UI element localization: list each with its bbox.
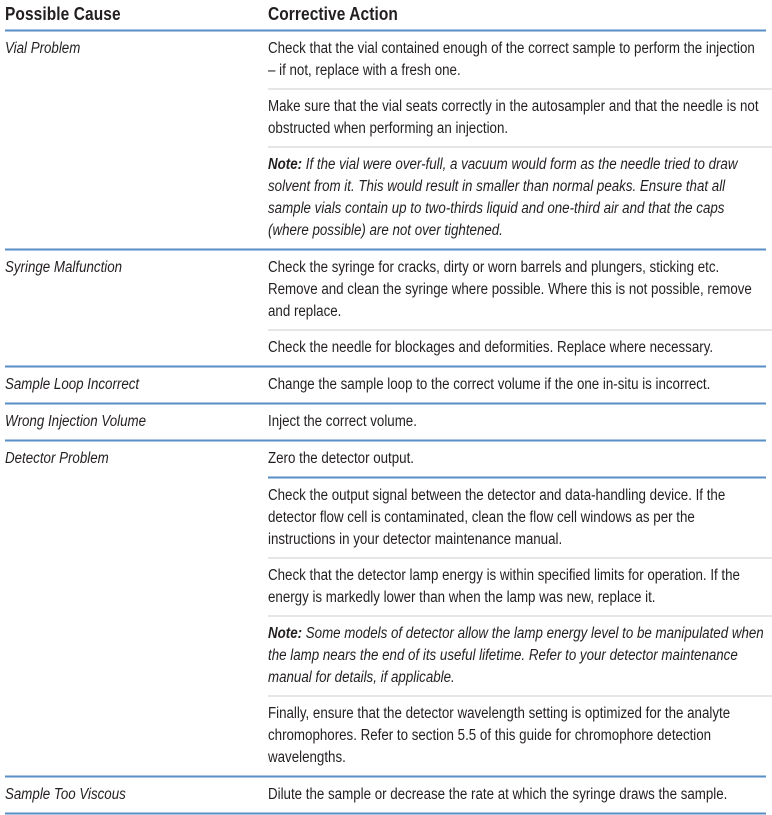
corrective-action-text: Check that the detector lamp energy is within specified limits for operation. If the energy is markedly lower than when the lamp was new, replace it. <box>268 567 740 606</box>
corrective-action-text: Check the syringe for cracks, dirty or worn barrels and plungers, sticking etc. Remove and clean the syringe where possible. Where this is not possible, remove and replace. <box>268 259 752 320</box>
note-text-wrapper <box>268 154 765 242</box>
corrective-action-text: Check that the vial contained enough of the correct sample to perform the injection – if not, replace with a fresh one. <box>268 40 755 79</box>
corrective-action-paragraph <box>268 405 772 439</box>
note-paragraph <box>268 148 772 248</box>
possible-cause-cell <box>5 778 268 812</box>
table-header <box>5 1 766 29</box>
possible-cause-text: Detector Problem <box>5 450 109 467</box>
header-possible-cause: Possible Cause <box>5 4 121 24</box>
corrective-action-paragraph <box>268 442 772 476</box>
corrective-actions-cell <box>268 251 772 365</box>
corrective-action-text: Change the sample loop to the correct volume if the one in-situ is incorrect. <box>268 376 711 393</box>
table-row <box>5 251 766 365</box>
corrective-actions-cell <box>268 778 772 812</box>
table-row <box>5 405 766 439</box>
corrective-action-paragraph <box>268 251 772 329</box>
corrective-actions-cell <box>268 368 772 402</box>
corrective-action-text: Zero the detector output. <box>268 450 414 467</box>
corrective-action-text: Check the needle for blockages and deformities. Replace where necessary. <box>268 339 714 356</box>
note-text: If the vial were over-full, a vacuum would form as the needle tried to draw solvent from it. This would result in smaller than normal peaks. Ensure that all sample vials contain up to two-thirds liquid and one-third air and that the caps (where possible) are not over tightened. <box>268 156 738 239</box>
corrective-action-paragraph <box>268 32 772 88</box>
possible-cause-cell <box>5 251 268 365</box>
possible-cause-text: Sample Loop Incorrect <box>5 376 140 393</box>
table-row <box>5 368 766 402</box>
corrective-action-paragraph <box>268 90 772 146</box>
table-row <box>5 479 766 775</box>
possible-cause-text: Sample Too Viscous <box>5 786 126 803</box>
corrective-action-text: Inject the correct volume. <box>268 413 417 430</box>
corrective-action-text: Make sure that the vial seats correctly in the autosampler and that the needle is not obstructed when performing an injection. <box>268 98 759 137</box>
table-body <box>5 32 766 815</box>
possible-cause-cell <box>5 405 268 439</box>
corrective-action-paragraph <box>268 697 772 775</box>
note-label: Note: <box>268 625 303 642</box>
corrective-action-paragraph <box>268 559 772 615</box>
table-row <box>5 32 766 248</box>
note-text: Some models of detector allow the lamp energy level to be manipulated when the lamp nears the end of its useful lifetime. Refer to your detector maintenance manual for details, if applicable. <box>268 625 764 686</box>
table-row <box>5 442 766 476</box>
table-row <box>5 778 766 812</box>
note-text-wrapper <box>268 623 765 689</box>
note-paragraph <box>268 617 772 695</box>
corrective-actions-cell <box>268 32 772 248</box>
corrective-action-paragraph <box>268 479 772 557</box>
note-label: Note: <box>268 156 303 173</box>
corrective-action-paragraph <box>268 778 772 812</box>
possible-cause-cell <box>5 368 268 402</box>
header-corrective-action: Corrective Action <box>268 4 398 24</box>
corrective-action-text: Finally, ensure that the detector wavelength setting is optimized for the analyte chromophores. Refer to section 5.5 of this guide for chromophore detection wavelengths. <box>268 705 731 766</box>
corrective-action-paragraph <box>268 368 772 402</box>
corrective-action-text: Dilute the sample or decrease the rate at which the syringe draws the sample. <box>268 786 728 803</box>
possible-cause-text: Syringe Malfunction <box>5 259 123 276</box>
corrective-action-paragraph <box>268 331 772 365</box>
possible-cause-cell <box>5 442 268 476</box>
corrective-actions-cell <box>268 479 772 775</box>
possible-cause-cell <box>5 32 268 248</box>
corrective-actions-cell <box>268 405 772 439</box>
corrective-action-text: Check the output signal between the detector and data-handling device. If the detector flow cell is contaminated, clean the flow cell windows as per the instructions in your detector maintenance manual. <box>268 487 726 548</box>
possible-cause-text: Vial Problem <box>5 40 81 57</box>
possible-cause-text: Wrong Injection Volume <box>5 413 147 430</box>
possible-cause-cell <box>5 479 268 775</box>
corrective-actions-cell <box>268 442 772 476</box>
